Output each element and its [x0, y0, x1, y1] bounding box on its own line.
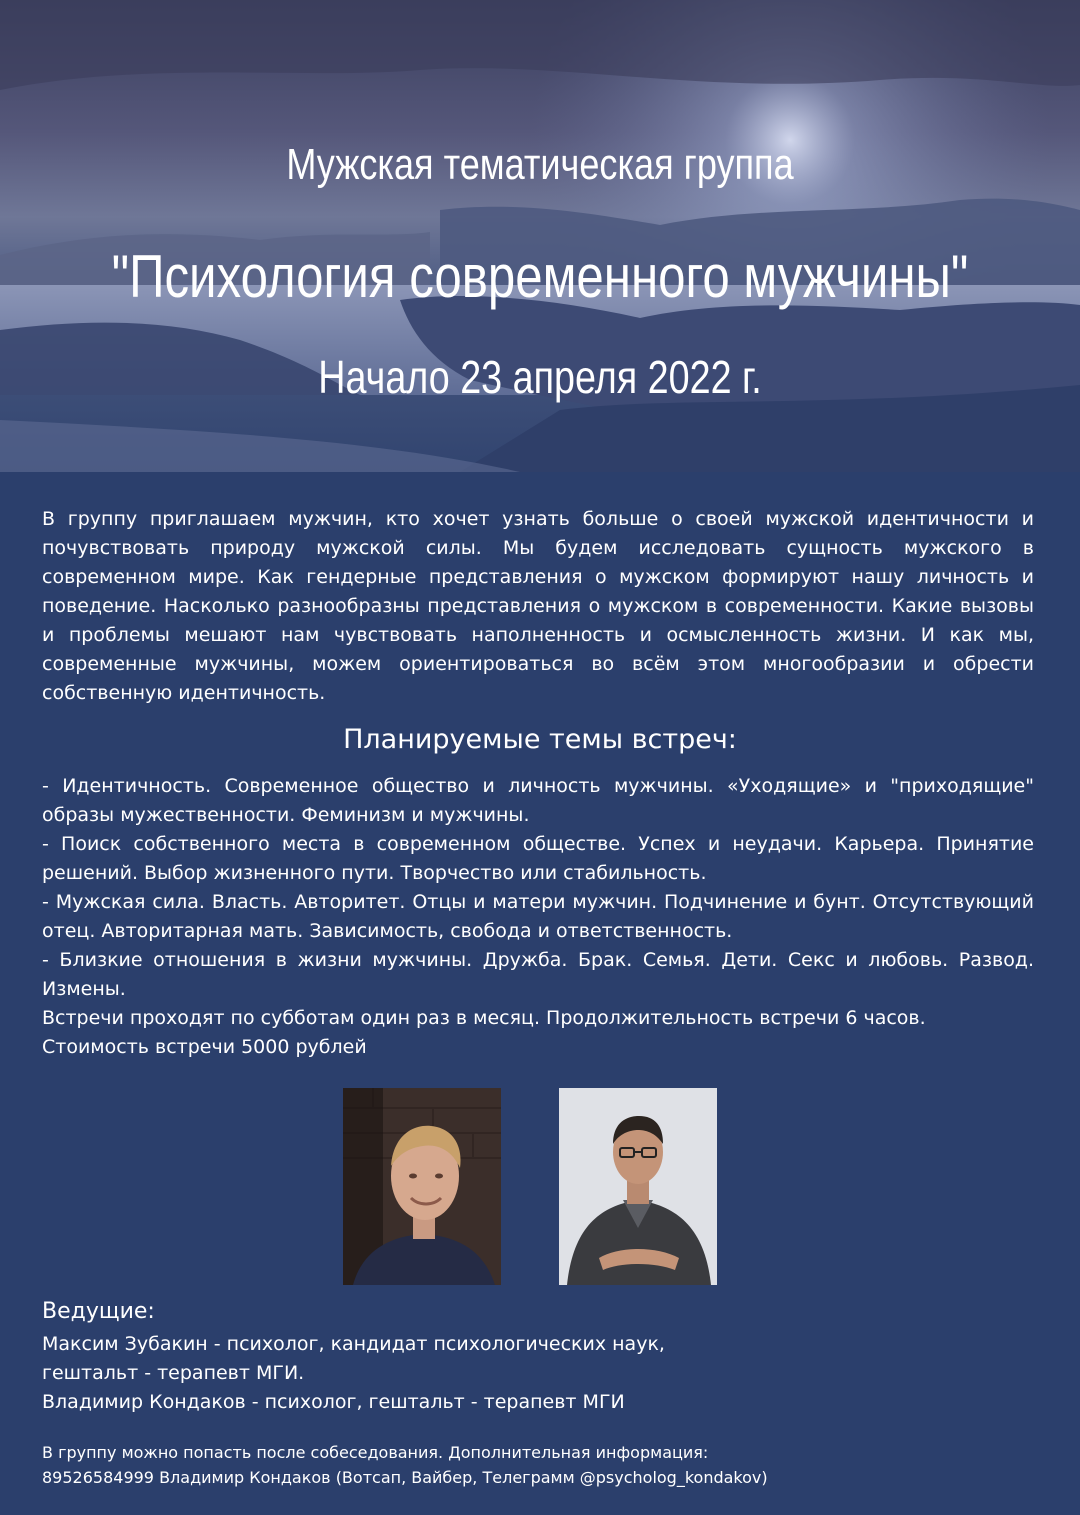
intro-paragraph: В группу приглашаем мужчин, кто хочет узнать больше о своей мужской идентичности и почувствовать природу мужской силы. Мы будем исследовать сущность мужского в современном мире. Как гендерные представления о мужском формируют нашу личность и поведение. Насколько разнообразны представления о мужском в современности. Какие вызовы и проблемы мешают нам чувствовать наполненность и осмысленность жизни. И как мы, современные мужчины, можем ориентироваться во всём этом многообразии и обрести собственную идентичность. [42, 508, 1034, 704]
topics-list [42, 772, 1034, 1062]
host-photo-kondakov [559, 1088, 717, 1285]
topic-item: - Близкие отношения в жизни мужчины. Дружба. Брак. Семья. Дети. Секс и любовь. Развод. Измены. [42, 949, 1034, 1000]
host-kondakov-line: Владимир Кондаков - психолог, гештальт - терапевт МГИ [42, 1391, 625, 1413]
host-zubakin-line2: гештальт - терапевт МГИ. [42, 1362, 305, 1384]
topics-heading: Планируемые темы встреч: [343, 724, 737, 755]
topic-item: - Поиск собственного места в современном обществе. Успех и неудачи. Карьера. Принятие решений. Выбор жизненного пути. Творчество или стабильность. [42, 833, 1034, 884]
group-type-title: Мужская тематическая группа [286, 140, 794, 189]
host-zubakin-line1: Максим Зубакин - психолог, кандидат психологических наук, [42, 1333, 665, 1355]
hosts-heading: Ведущие: [42, 1299, 155, 1324]
schedule-text: Встречи проходят по субботам один раз в месяц. Продолжительность встречи 6 часов. [42, 1007, 926, 1029]
host-photo-zubakin [343, 1088, 501, 1285]
topic-item: - Мужская сила. Власть. Авторитет. Отцы и матери мужчин. Подчинение и бунт. Отсутствующий отец. Авторитарная мать. Зависимость, свобода и ответственность. [42, 891, 1034, 942]
footer-line-interview: В группу можно попасть после собеседования. Дополнительная информация: [42, 1443, 709, 1462]
footer-info [42, 1440, 1034, 1490]
group-name-title: "Психология современного мужчины" [111, 243, 969, 310]
hosts-list [42, 1330, 1034, 1417]
footer-line-contacts: 89526584999 Владимир Кондаков (Вотсап, Вайбер, Телеграмм @psycholog_kondakov) [42, 1468, 768, 1487]
price-text: Стоимость встречи 5000 рублей [42, 1036, 367, 1058]
topic-item: - Идентичность. Современное общество и личность мужчины. «Уходящие» и "приходящие" образы мужественности. Феминизм и мужчины. [42, 775, 1034, 826]
start-date-title: Начало 23 апреля 2022 г. [318, 351, 762, 403]
hero-banner [0, 0, 1080, 472]
